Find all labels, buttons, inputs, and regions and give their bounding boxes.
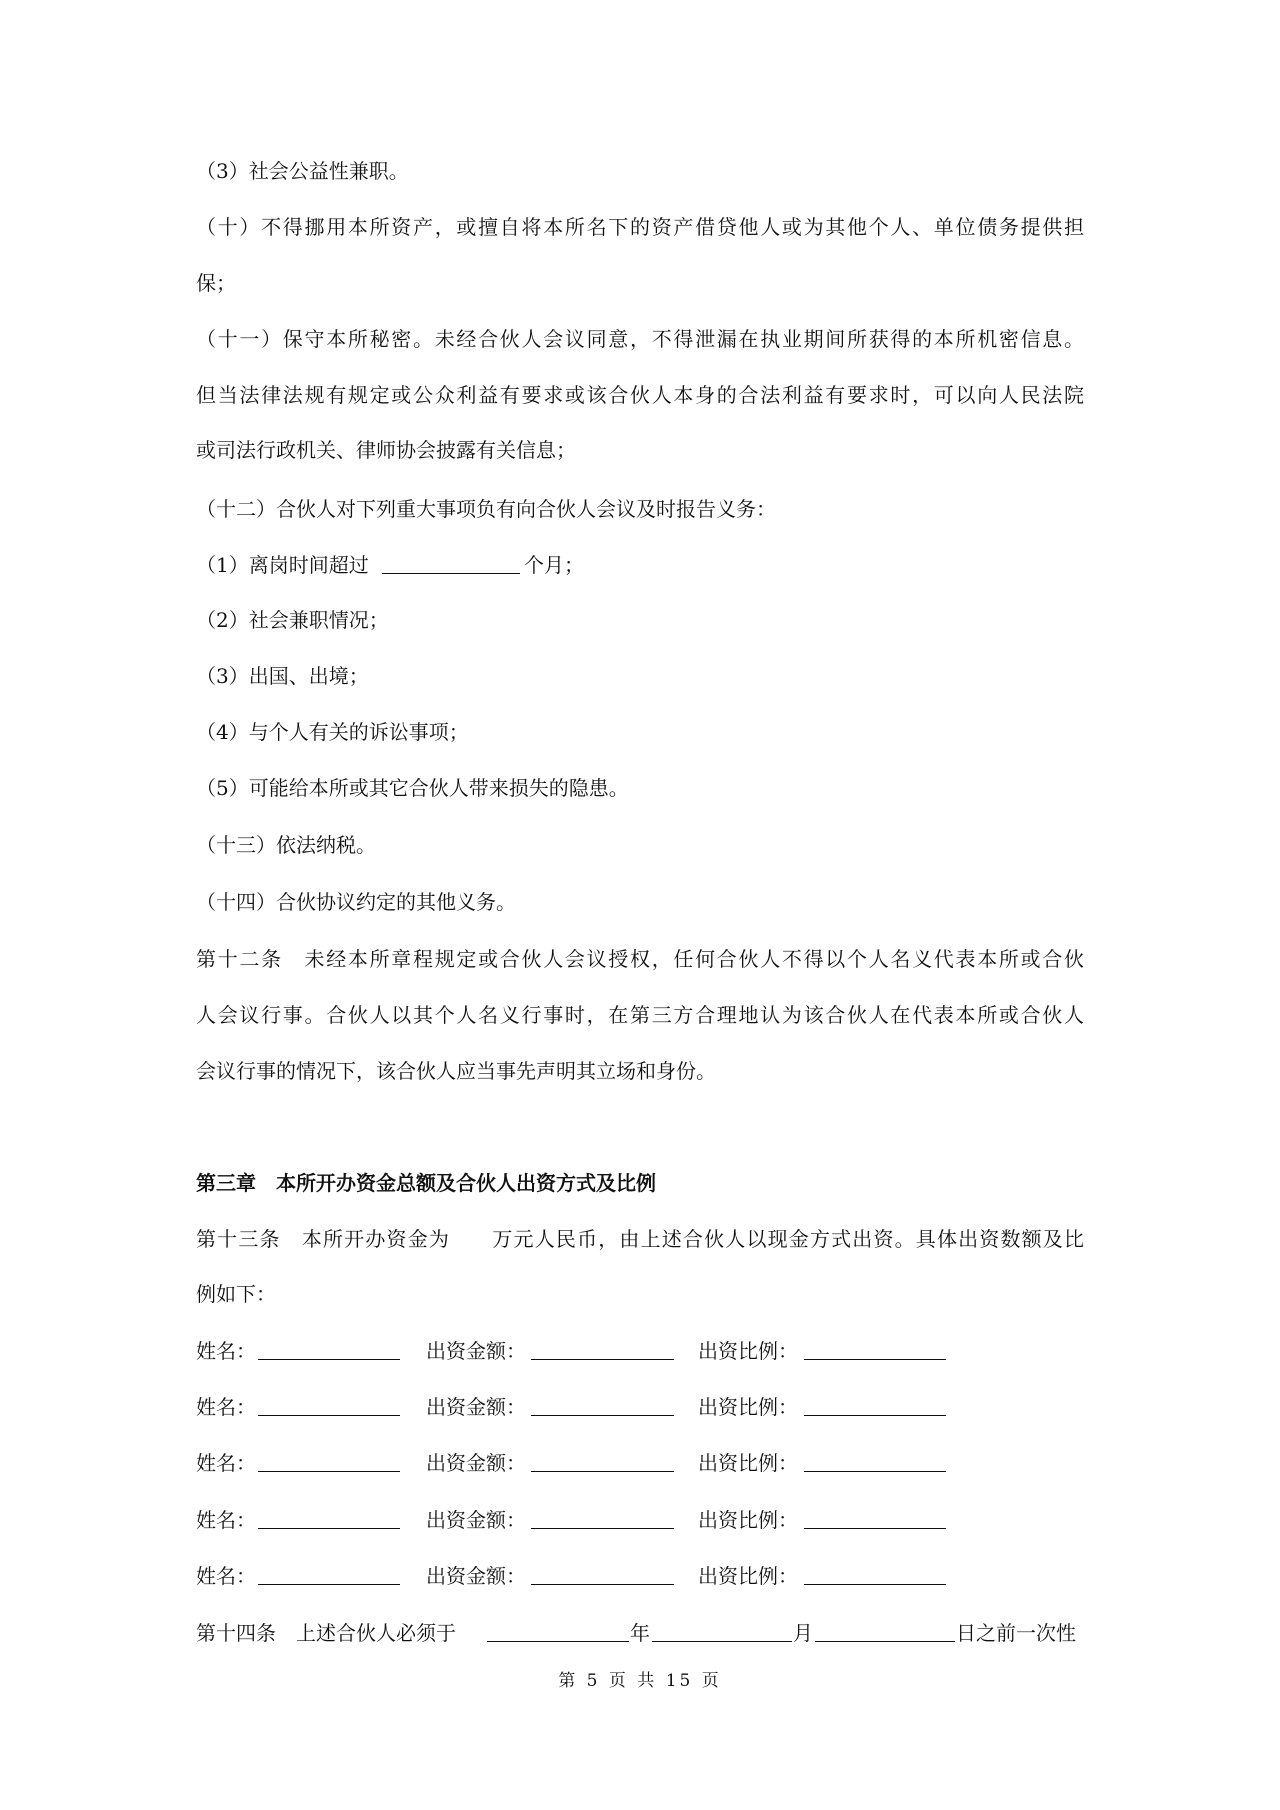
line: 人会议行事。合伙人以其个人名义行事时，在第三方合理地认为该合伙人在代表本所或合伙人 [196, 1003, 1084, 1027]
ratio-label: 出资比例： [698, 1395, 798, 1419]
name-field[interactable] [258, 1393, 400, 1416]
name-field[interactable] [258, 1449, 400, 1472]
name-label: 姓名： [196, 1508, 256, 1532]
contribution-row [196, 1393, 956, 1421]
ratio-field[interactable] [804, 1562, 946, 1585]
line: 保； [196, 271, 236, 295]
amount-label: 出资金额： [426, 1451, 526, 1475]
line [196, 1619, 1086, 1647]
name-label: 姓名： [196, 1451, 256, 1475]
blank-field[interactable] [382, 551, 520, 574]
ratio-label: 出资比例： [698, 1451, 798, 1475]
contribution-row [196, 1337, 956, 1365]
blank-year[interactable] [487, 1619, 629, 1642]
name-label: 姓名： [196, 1339, 256, 1363]
ratio-field[interactable] [804, 1337, 946, 1360]
line-text: 个月； [524, 553, 584, 577]
line: 但当法律法规有规定或公众利益有要求或该合伙人本身的合法利益有要求时，可以向人民法院 [196, 383, 1084, 407]
line [196, 551, 1096, 579]
line: 第十三条 本所开办资金为 万元人民币，由上述合伙人以现金方式出资。具体出资数额及比 [196, 1227, 1084, 1251]
line: （十）不得挪用本所资产，或擅自将本所名下的资产借贷他人或为其他个人、单位债务提供担 [196, 215, 1084, 239]
name-field[interactable] [258, 1506, 400, 1529]
ratio-field[interactable] [804, 1393, 946, 1416]
page-footer: 第 5 页 共 15 页 [558, 1671, 722, 1691]
amount-label: 出资金额： [426, 1508, 526, 1532]
name-field[interactable] [258, 1337, 400, 1360]
line: （4）与个人有关的诉讼事项； [196, 720, 469, 744]
name-field[interactable] [258, 1562, 400, 1585]
contribution-row [196, 1562, 956, 1590]
amount-field[interactable] [531, 1562, 674, 1585]
line: 第十二条 未经本所章程规定或合伙人会议授权，任何合伙人不得以个人名义代表本所或合伙 [196, 947, 1084, 971]
line-text: （1）离岗时间超过 [196, 553, 369, 577]
line: （十一）保守本所秘密。未经合伙人会议同意，不得泄漏在执业期间所获得的本所机密信息。 [196, 327, 1084, 351]
amount-field[interactable] [531, 1506, 674, 1529]
ratio-label: 出资比例： [698, 1564, 798, 1588]
line-text: 年 [630, 1621, 650, 1645]
amount-field[interactable] [531, 1393, 674, 1416]
line-text: 第十四条 上述合伙人必须于 [196, 1621, 456, 1645]
line: （十三）依法纳税。 [196, 833, 376, 857]
blank-month[interactable] [652, 1619, 792, 1642]
amount-label: 出资金额： [426, 1564, 526, 1588]
contribution-row [196, 1506, 956, 1534]
line: （3）出国、出境； [196, 664, 369, 688]
line: 或司法行政机关、律师协会披露有关信息； [196, 438, 576, 462]
name-label: 姓名： [196, 1395, 256, 1419]
contribution-row [196, 1449, 956, 1477]
amount-field[interactable] [531, 1337, 674, 1360]
line: （5）可能给本所或其它合伙人带来损失的隐患。 [196, 776, 629, 800]
name-label: 姓名： [196, 1564, 256, 1588]
line: （十二）合伙人对下列重大事项负有向合伙人会议及时报告义务： [196, 497, 776, 521]
amount-label: 出资金额： [426, 1339, 526, 1363]
ratio-field[interactable] [804, 1506, 946, 1529]
line-text: 月 [793, 1621, 813, 1645]
line: 例如下： [196, 1282, 276, 1306]
chapter-heading: 第三章 本所开办资金总额及合伙人出资方式及比例 [196, 1171, 656, 1195]
ratio-field[interactable] [804, 1449, 946, 1472]
ratio-label: 出资比例： [698, 1339, 798, 1363]
ratio-label: 出资比例： [698, 1508, 798, 1532]
line: 会议行事的情况下，该合伙人应当事先声明其立场和身份。 [196, 1059, 716, 1083]
line: （3）社会公益性兼职。 [196, 159, 409, 183]
line-text: 日之前一次性 [956, 1621, 1076, 1645]
amount-label: 出资金额： [426, 1395, 526, 1419]
line: （十四）合伙协议约定的其他义务。 [196, 890, 516, 914]
blank-day[interactable] [815, 1619, 955, 1642]
line: （2）社会兼职情况； [196, 608, 389, 632]
amount-field[interactable] [531, 1449, 674, 1472]
